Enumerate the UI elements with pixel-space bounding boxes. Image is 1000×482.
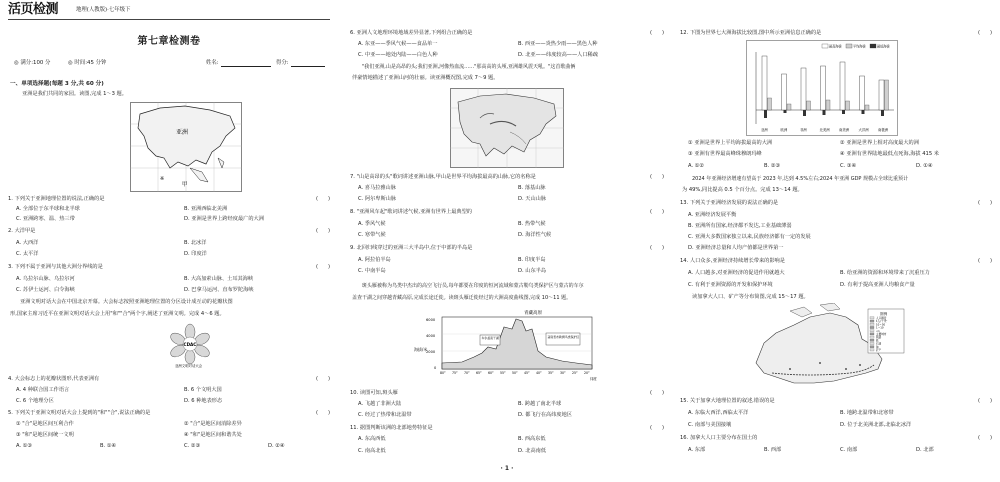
x-tick-label: 60° bbox=[488, 371, 494, 375]
category-label: 北美洲 bbox=[819, 128, 830, 132]
legend-label: 1～10 bbox=[876, 326, 884, 330]
option-d[interactable]: D. 北亚——纬度较高——人口稀疏 bbox=[518, 52, 598, 58]
question-stem: 4. 大会标志上的花瓣状图形,代表亚洲有 bbox=[8, 376, 100, 382]
statement-1: ① "合"是地区间互利合作 bbox=[16, 421, 74, 427]
legend-swatch bbox=[870, 346, 874, 348]
legend-label: 铀 bbox=[876, 345, 879, 349]
legend-label: 铁 bbox=[876, 339, 879, 343]
legend-label: 人口稠密 bbox=[876, 317, 887, 320]
option-a[interactable]: A. 东临大西洋,西临太平洋 bbox=[688, 410, 749, 416]
option-a[interactable]: A. 东亚——季风气候——食品单一 bbox=[358, 41, 438, 47]
option-c[interactable]: C. 中亚——地处内陆——白色人种 bbox=[358, 52, 438, 58]
bar-min bbox=[823, 110, 826, 115]
legend-swatch bbox=[870, 326, 874, 328]
statement-1: ① 亚洲是世界上平均海拔最高的大洲 bbox=[688, 140, 773, 146]
question-10 bbox=[350, 390, 664, 397]
bar-avg bbox=[865, 105, 869, 110]
bar-avg bbox=[787, 104, 791, 110]
option-b[interactable]: B. 西高东低 bbox=[518, 436, 546, 442]
page-number: · 1 · bbox=[500, 465, 514, 472]
answer-blank[interactable]: ( ) bbox=[316, 410, 330, 416]
intro-text: 亚洲是我们共同的家园。读图,完成 1～3 题。 bbox=[22, 91, 127, 97]
statement-4: ④ "和"是地区间和谐共处 bbox=[184, 432, 242, 438]
category-label: 南极洲 bbox=[878, 128, 889, 132]
option-c[interactable]: C. 南部与美国接壤 bbox=[688, 422, 732, 428]
x-tick-label: 25° bbox=[572, 371, 578, 375]
passage-line: 为 49%,同比提高 0.5 个百分点。完成 13～14 题。 bbox=[682, 187, 803, 193]
question-stem: 2. 大洋甲是 bbox=[8, 228, 36, 234]
option-b[interactable]: B. 6 个文明大国 bbox=[184, 387, 222, 393]
answer-blank[interactable]: ( ) bbox=[978, 30, 992, 36]
question-stem: 12. 下图为世界七大洲海拔比较图,图中所示亚洲信息正确的是 bbox=[680, 30, 822, 36]
question-stem: 9. 北回归线穿过的亚洲三大半岛中,位于中部的半岛是 bbox=[350, 245, 473, 251]
question-stem: 15. 关于加拿大地理位置的叙述,错误的是 bbox=[680, 398, 775, 404]
option-d[interactable]: D. 有利于提高亚洲人均粮食产量 bbox=[840, 282, 915, 288]
category-label: 亚洲 bbox=[761, 128, 768, 132]
bar-max bbox=[782, 74, 787, 110]
passage-line: 伴豪情地描述了亚洲山河的壮丽。读亚洲概况图,完成 7～9 题。 bbox=[352, 75, 499, 81]
question-stem: 6. 亚洲人文地理环境地域差异显著,下列组合正确的是 bbox=[350, 30, 473, 36]
option-d[interactable]: D. 亚洲经济总量和人均产值都是世界第一 bbox=[688, 245, 784, 251]
option-a[interactable]: A. 阿拉伯半岛 bbox=[358, 257, 391, 263]
y-tick: 4000 bbox=[426, 334, 436, 338]
question-16 bbox=[680, 435, 992, 442]
score-field[interactable]: 得分: bbox=[276, 60, 325, 67]
header-divider bbox=[8, 19, 330, 20]
x-tick-label: 35° bbox=[548, 371, 554, 375]
logo-caption: 亚洲文明对话大会 bbox=[175, 364, 203, 368]
option-c[interactable]: C. 中南半岛 bbox=[358, 268, 386, 274]
category-label: 欧洲 bbox=[780, 128, 788, 132]
bar-avg bbox=[885, 80, 889, 110]
question-11 bbox=[350, 425, 664, 432]
full-score: ◎ 满分:100 分 bbox=[14, 60, 51, 66]
answer-blank[interactable]: ( ) bbox=[650, 390, 664, 396]
bar-min bbox=[784, 110, 787, 113]
legend-swatch bbox=[870, 317, 874, 319]
option-a[interactable]: A. 喜马拉雅山脉 bbox=[358, 185, 396, 191]
question-stem: 5. 下列关于亚洲文明对话大会上提到的"和""合",说法正确的是 bbox=[8, 410, 151, 416]
bar-max bbox=[801, 68, 806, 110]
answer-blank[interactable]: ( ) bbox=[316, 264, 330, 270]
name-field[interactable]: 姓名: bbox=[206, 60, 271, 67]
x-tick-label: 70° bbox=[464, 371, 470, 375]
option-c[interactable]: C. 南高北低 bbox=[358, 448, 386, 454]
option-b[interactable]: B. 北冰洋 bbox=[184, 240, 207, 246]
y-tick: 2000 bbox=[426, 350, 436, 354]
question-stem: 1. 下列关于亚洲地理位置的说法,正确的是 bbox=[8, 196, 105, 202]
question-13 bbox=[680, 200, 992, 207]
option-b[interactable]: B. 西部 bbox=[764, 447, 782, 453]
category-label: 南美洲 bbox=[839, 128, 850, 132]
question-3 bbox=[8, 264, 330, 271]
option-b[interactable]: B. 印度半岛 bbox=[518, 257, 546, 263]
passage-line: "我们亚洲,山是高昂的头;我们亚洲,河像热血流……"那高高的头颅,亚洲雄风震天吼。"这首歌曲俩 bbox=[362, 64, 576, 70]
option-b[interactable]: B. 落基山脉 bbox=[518, 185, 546, 191]
legend-swatch bbox=[870, 330, 874, 332]
option-b[interactable]: B. ①④ bbox=[100, 443, 117, 449]
category-label: 非洲 bbox=[800, 128, 807, 132]
question-15 bbox=[680, 398, 992, 405]
option-c[interactable]: C. 寒带气候 bbox=[358, 232, 386, 238]
question-1 bbox=[8, 196, 330, 203]
answer-blank[interactable]: ( ) bbox=[316, 228, 330, 234]
answer-blank[interactable]: ( ) bbox=[978, 258, 992, 264]
map-symbol: ※ bbox=[160, 176, 165, 182]
option-d[interactable]: D. 亚洲是世界上跨经度最广的大洲 bbox=[184, 216, 264, 222]
option-c[interactable]: C. ③④ bbox=[840, 163, 857, 169]
column-right bbox=[680, 0, 992, 482]
section-title: 一、单项选择题(每题 3 分,共 60 分) bbox=[10, 81, 104, 87]
x-tick-label: 45° bbox=[524, 371, 530, 375]
option-a[interactable]: A. ①③ bbox=[16, 443, 33, 449]
statement-4: ④ 亚洲有世界陆地最低点死海,海拔 415 米 bbox=[840, 151, 939, 157]
statement-3: ③ 亚洲有世界最高峰珠穆朗玛峰 bbox=[688, 151, 762, 157]
y-tick: 6000 bbox=[426, 318, 436, 322]
answer-blank[interactable]: ( ) bbox=[650, 245, 664, 251]
option-c[interactable]: C. 有利于亚洲资源的开发和保护环境 bbox=[688, 282, 773, 288]
profile-title: 青藏高原 bbox=[524, 311, 542, 316]
legend-label: 最高海拔 bbox=[829, 44, 842, 49]
option-d[interactable]: D. 北高南低 bbox=[518, 448, 547, 454]
bar-avg bbox=[807, 101, 811, 110]
bar-min bbox=[764, 110, 767, 118]
category-label: 大洋洲 bbox=[858, 128, 869, 132]
question-stem: 10. 读图可知,斑头雁 bbox=[350, 390, 398, 396]
x-tick-label: 75° bbox=[452, 371, 458, 375]
legend-swatch bbox=[870, 336, 874, 338]
answer-blank[interactable]: ( ) bbox=[316, 376, 330, 382]
legend-swatch bbox=[870, 320, 874, 322]
legend-label: 平均海拔 bbox=[853, 44, 866, 49]
passage-line: 2024 年亚洲经济增速有望高于 2023 年,达到 4.5%左右;2024 年亚洲 GDP 规模占全球比重预计 bbox=[692, 176, 909, 182]
legend-swatch bbox=[870, 349, 874, 351]
bar-min bbox=[842, 110, 845, 114]
passage-line: 读加拿大人口、矿产等分布简图,完成 15～17 题。 bbox=[692, 294, 809, 300]
continent-elevation-chart bbox=[746, 40, 898, 136]
question-stem: 8. "亚洲风车起"歌词讲述气候,亚洲有世界上最典型的 bbox=[350, 209, 472, 215]
question-stem: 13. 下列关于亚洲经济发展的说法正确的是 bbox=[680, 200, 779, 206]
option-d[interactable]: D. 6 种地表形态 bbox=[184, 398, 223, 404]
option-b[interactable]: B. 亚洲西临北美洲 bbox=[184, 206, 228, 212]
option-b[interactable]: B. 给亚洲的资源和环境带来了沉重压力 bbox=[840, 270, 930, 276]
option-b[interactable]: B. 跨越了南北半球 bbox=[518, 401, 562, 407]
answer-blank[interactable]: ( ) bbox=[978, 398, 992, 404]
x-tick-label: 30° bbox=[560, 371, 566, 375]
legend-label: 1人/千米² bbox=[876, 320, 888, 324]
elevation-profile bbox=[412, 307, 602, 387]
option-c[interactable]: C. 6 个地理分区 bbox=[16, 398, 54, 404]
legend-swatch bbox=[870, 333, 874, 335]
option-b[interactable]: B. ②③ bbox=[764, 163, 781, 169]
profile-label-left: 车尔盖查干湖 bbox=[481, 336, 499, 340]
question-9 bbox=[350, 245, 664, 252]
option-d[interactable]: D. 山东半岛 bbox=[518, 268, 547, 274]
bar-max bbox=[821, 66, 826, 110]
asia-map bbox=[130, 102, 242, 192]
legend-swatch bbox=[870, 342, 874, 344]
question-4 bbox=[8, 376, 330, 383]
legend-label: <1 bbox=[876, 329, 880, 333]
option-c[interactable]: C. 经过了热带和北温带 bbox=[358, 412, 412, 418]
bar-max bbox=[860, 76, 865, 110]
answer-blank[interactable]: ( ) bbox=[650, 209, 664, 215]
option-b[interactable]: B. 亚洲所有国家,经济都不发达,工业基础薄弱 bbox=[688, 223, 792, 229]
option-d[interactable]: D. 海洋性气候 bbox=[518, 232, 552, 238]
question-stem: 16. 加拿大人口主要分布在国土的 bbox=[680, 435, 758, 441]
legend-label: 石油 bbox=[876, 342, 882, 346]
conference-logo bbox=[166, 323, 214, 369]
chart-legend bbox=[822, 44, 891, 49]
option-d[interactable]: D. 都飞行在高纬度地区 bbox=[518, 412, 572, 418]
option-b[interactable]: B. 大高加索山脉、土耳其海峡 bbox=[184, 276, 254, 282]
question-7 bbox=[350, 174, 664, 181]
bar-avg bbox=[826, 100, 830, 110]
option-c[interactable]: C. 南部 bbox=[840, 447, 858, 453]
option-d[interactable]: D. ②④ bbox=[268, 443, 285, 449]
bar-max bbox=[879, 80, 884, 110]
map-label-jia: 甲 bbox=[182, 182, 188, 188]
bar-max bbox=[840, 62, 845, 110]
exam-time: ◎ 时间:45 分钟 bbox=[68, 60, 107, 66]
legend-label: 矿产 bbox=[876, 349, 882, 352]
question-stem: 14. 人口众多,亚洲经济持续增长带来的影响是 bbox=[680, 258, 785, 264]
option-d[interactable]: D. 位于北美洲北部,北临北冰洋 bbox=[840, 422, 912, 428]
statement-2: ② "合"是地区间消除差异 bbox=[184, 421, 242, 427]
option-a[interactable]: A. 乌拉尔山脉、乌拉尔河 bbox=[16, 276, 75, 282]
option-b[interactable]: B. 热带气候 bbox=[518, 221, 546, 227]
brand-logo: 活页检测 bbox=[8, 2, 59, 17]
passage-line: 盖查干湖之间穿越青藏高原,完成长途迁徙。读斑头雁迁徙经过的大洲高度曲线图,完成 10～11 题。 bbox=[352, 295, 572, 301]
profile-xunit: 纬度 bbox=[590, 377, 597, 381]
passage-line: 亚洲文明对话大会在中国北京开幕。大会标志按照亚洲地理位置的分区设计成互动的花瓣状图 bbox=[20, 299, 233, 305]
option-c[interactable]: C. 亚洲大多数国家独立以来,民族经济都有一定的发展 bbox=[688, 234, 811, 240]
bar-min bbox=[803, 110, 806, 116]
option-d[interactable]: D. 天山山脉 bbox=[518, 196, 547, 202]
question-2 bbox=[8, 228, 330, 235]
canada-map bbox=[750, 303, 906, 395]
option-b[interactable]: B. 地跨北温带和北寒带 bbox=[840, 410, 894, 416]
x-tick-label: 65° bbox=[476, 371, 482, 375]
option-a[interactable]: A. 东部 bbox=[688, 447, 706, 453]
answer-blank[interactable]: ( ) bbox=[650, 30, 664, 36]
answer-blank[interactable]: ( ) bbox=[316, 196, 330, 202]
bar-max bbox=[762, 56, 767, 110]
page-title: 第七章检测卷 bbox=[137, 36, 201, 47]
x-tick-label: 20° bbox=[584, 371, 590, 375]
map-label-asia: 亚洲 bbox=[176, 129, 189, 136]
answer-blank[interactable]: ( ) bbox=[650, 425, 664, 431]
bar-avg bbox=[768, 98, 772, 110]
legend-swatch bbox=[870, 339, 874, 341]
passage-line: 斑头雁被称为鸟类中杰出的高空飞行员,每年都要在印度的恒河流域和蒙古勒鸟类保护区与蒙古的车尔 bbox=[362, 283, 584, 289]
option-a[interactable]: A. ①② bbox=[688, 163, 705, 169]
question-6 bbox=[350, 30, 664, 37]
statement-3: ③ "和"是地区间统一文明 bbox=[16, 432, 74, 438]
option-d[interactable]: D. 印度洋 bbox=[184, 251, 207, 257]
logo-text: CDAC bbox=[183, 342, 197, 347]
legend-swatch bbox=[870, 44, 876, 48]
bar-min bbox=[862, 110, 865, 114]
legend-swatch bbox=[846, 44, 852, 48]
option-c[interactable]: C. 苏伊士运河、白令海峡 bbox=[16, 287, 75, 293]
asia-overview-map bbox=[450, 88, 564, 168]
x-axis-ticks bbox=[440, 371, 590, 375]
option-c[interactable]: C. ②③ bbox=[184, 443, 201, 449]
answer-blank[interactable]: ( ) bbox=[978, 435, 992, 441]
profile-yunit: 海拔/米 bbox=[414, 347, 428, 352]
subject-label: 地理(人教版)·七年级下 bbox=[76, 7, 131, 13]
legend-label: 铁路 bbox=[876, 336, 882, 340]
question-stem: 11. 据图判断该洲的北部地势特征是 bbox=[350, 425, 433, 431]
x-tick-label: 40° bbox=[536, 371, 542, 375]
profile-label-right: 斋南普布勒姆鸟类保护区 bbox=[547, 335, 580, 339]
statement-2: ② 亚洲是世界上相对高度最大的洲 bbox=[840, 140, 919, 146]
option-d[interactable]: D. 北部 bbox=[916, 447, 934, 453]
answer-blank[interactable]: ( ) bbox=[978, 200, 992, 206]
legend-label: 主要城市 bbox=[876, 333, 887, 336]
column-middle bbox=[350, 0, 664, 482]
passage-line: 形,国家主席习近平在亚洲文明对话大会上用"和""合"两个字,阐述了亚洲文明。完成 4～6 题。 bbox=[10, 311, 225, 317]
x-tick-label: 50° bbox=[512, 371, 518, 375]
legend-swatch bbox=[822, 44, 828, 48]
option-a[interactable]: A. 东高西低 bbox=[358, 436, 386, 442]
x-tick-label: 55° bbox=[500, 371, 506, 375]
option-b[interactable]: B. 西亚——炎热少雨——黑色人种 bbox=[518, 41, 598, 47]
option-a[interactable]: A. 大西洋 bbox=[16, 240, 39, 246]
question-5 bbox=[8, 410, 330, 417]
column-left bbox=[8, 0, 330, 482]
answer-blank[interactable]: ( ) bbox=[650, 174, 664, 180]
legend-swatch bbox=[870, 323, 874, 325]
option-a[interactable]: A. 飞越了非洲大陆 bbox=[358, 401, 402, 407]
question-8 bbox=[350, 209, 664, 216]
legend-label: 最低海拔 bbox=[877, 44, 890, 49]
bar-min bbox=[881, 110, 884, 116]
option-a[interactable]: A. 亚洲经济发展平衡 bbox=[688, 212, 737, 218]
option-a[interactable]: A. 季风气候 bbox=[358, 221, 386, 227]
question-stem: 3. 下列不属于亚洲与其他大洲分界线的是 bbox=[8, 264, 103, 270]
legend-label: 10～50 bbox=[876, 323, 886, 327]
x-tick-label: 80° bbox=[440, 371, 446, 375]
legend-title: 图例 bbox=[880, 312, 888, 316]
option-c[interactable]: C. 阿尔卑斯山脉 bbox=[358, 196, 397, 202]
question-14 bbox=[680, 258, 992, 265]
option-a[interactable]: A. 人口越多,对亚洲经济的促进作用就越大 bbox=[688, 270, 785, 276]
option-c[interactable]: C. 太平洋 bbox=[16, 251, 39, 257]
option-c[interactable]: C. 亚洲跨寒、温、热三带 bbox=[16, 216, 75, 222]
question-stem: 7. "山是高昂的头"歌词讲述亚洲山脉,甲山是世界平均海拔最高的山脉,它的名称是 bbox=[350, 174, 536, 180]
question-12 bbox=[680, 30, 992, 37]
bar-avg bbox=[846, 101, 850, 110]
option-a[interactable]: A. 全部位于东半球和北半球 bbox=[16, 206, 80, 212]
option-d[interactable]: D. 巴拿马运河、直布罗陀海峡 bbox=[184, 287, 254, 293]
option-d[interactable]: D. ①④ bbox=[916, 163, 933, 169]
option-a[interactable]: A. 4 种联合国工作语言 bbox=[16, 387, 70, 393]
y-tick: 0 bbox=[434, 366, 437, 370]
